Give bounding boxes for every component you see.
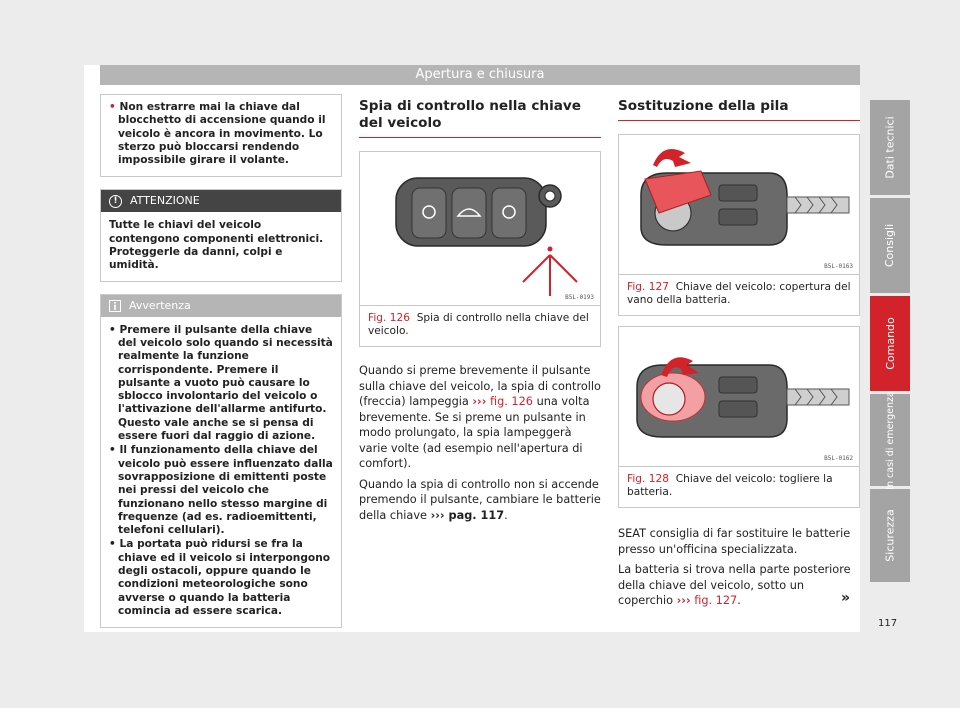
- figure-caption: Fig. 127 Chiave del veicolo: copertura del vano della batteria.: [627, 281, 851, 306]
- attenzione-box: [100, 189, 342, 281]
- avvertenza-box: [100, 294, 342, 629]
- running-header: Apertura e chiusura: [100, 65, 860, 85]
- section-heading-pila: Sostituzione della pila: [618, 98, 860, 121]
- middle-column: [359, 98, 601, 528]
- figure-126: [359, 151, 601, 347]
- page-number: 117: [878, 618, 898, 629]
- list-item: • La portata può ridursi se fra la chiave ed il veicolo si interpongono degli ostacoli, oppure quando le condizioni meteorologiche sono avverse o quando la batteria comincia ad essere scarica.: [109, 538, 331, 617]
- tab-consigli[interactable]: Consigli: [870, 198, 910, 293]
- warning-bullet: • Non estrarre mai la chiave dal blocchetto di accensione quando il veicolo è ancora in movimento. Lo sterzo può bloccarsi rendendo impossibile girare il volante.: [109, 101, 326, 167]
- continue-mark: »: [841, 590, 851, 606]
- bullet-dot: •: [109, 101, 116, 113]
- figure-127: [618, 134, 860, 316]
- tab-dati-tecnici[interactable]: Dati tecnici: [870, 100, 910, 195]
- key-remove-battery-illustration: [619, 327, 859, 467]
- figure-127-image: [619, 135, 859, 275]
- tab-sicurezza[interactable]: Sicurezza: [870, 489, 910, 582]
- car-key-illustration: [360, 152, 600, 306]
- info-icon: [109, 300, 121, 312]
- warning-box: [100, 94, 342, 177]
- left-column: [100, 94, 342, 640]
- list-item: • Il funzionamento della chiave del veicolo può essere influenzato dalla sovrapposizione di emittenti poste nei pressi del veicolo che funzionano nello stesso margine di frequenze (ad es. radioemittenti, telefoni cellulari).: [109, 444, 333, 537]
- tab-comando[interactable]: Comando: [870, 296, 910, 391]
- figure-126-image: [360, 152, 600, 306]
- paragraph-pila-1: SEAT consiglia di far sostituire le batterie presso un'officina specializzata.: [618, 527, 851, 556]
- avvertenza-header: [101, 295, 341, 317]
- attenzione-title: ATTENZIONE: [130, 194, 200, 208]
- paragraph-spia-1: Quando si preme brevemente il pulsante sulla chiave del veicolo, la spia di controllo (freccia) lampeggia ››› fig. 126 una volta brevemente. Se si preme un pulsante in modo prolungato, la spia lampeggerà varie volte (ad esempio nell'apertura di comfort).: [359, 364, 601, 470]
- figure-caption: Fig. 126 Spia di controllo nella chiave del veicolo.: [368, 312, 589, 337]
- paragraph-pila-2: La batteria si trova nella parte posteriore della chiave del veicolo, sotto un coperchio ››› fig. 127.: [618, 563, 851, 607]
- figure-code: B5L-0193: [565, 294, 594, 301]
- figure-code: B5L-0163: [824, 263, 853, 270]
- right-column: [618, 98, 860, 614]
- list-item: • Premere il pulsante della chiave del veicolo solo quando si necessità realmente la funzione corrispondente. Premere il pulsante a vuoto può causare lo sblocco involontario del veicolo o l'attivazione dell'allarme antifurto. Questo vale anche se si pensa di essere fuori dal raggio di azione.: [109, 323, 333, 443]
- avvertenza-title: Avvertenza: [129, 298, 191, 312]
- figure-caption: Fig. 128 Chiave del veicolo: togliere la batteria.: [627, 473, 833, 498]
- fig-126-link[interactable]: ››› fig. 126: [472, 395, 533, 408]
- figure-128-image: [619, 327, 859, 467]
- paragraph-spia-2: Quando la spia di controllo non si accende premendo il pulsante, cambiare le batterie della chiave ››› pag. 117.: [359, 477, 601, 522]
- attenzione-text: Tutte le chiavi del veicolo contengono componenti elettronici. Proteggerle da danni, colpi e umidità.: [109, 219, 324, 272]
- warning-circle-icon: !: [109, 195, 122, 208]
- page-117-link[interactable]: ››› pag. 117: [430, 508, 505, 522]
- figure-code: B5L-0162: [824, 455, 853, 462]
- figure-128: [618, 326, 860, 508]
- section-heading-spia: Spia di controllo nella chiave del veicolo: [359, 98, 601, 138]
- fig-127-link[interactable]: ››› fig. 127: [676, 594, 738, 607]
- tab-in-casi-di-emergenza[interactable]: In casi di emergenza: [870, 394, 910, 486]
- attenzione-header: [101, 190, 341, 212]
- key-battery-cover-illustration: [619, 135, 859, 275]
